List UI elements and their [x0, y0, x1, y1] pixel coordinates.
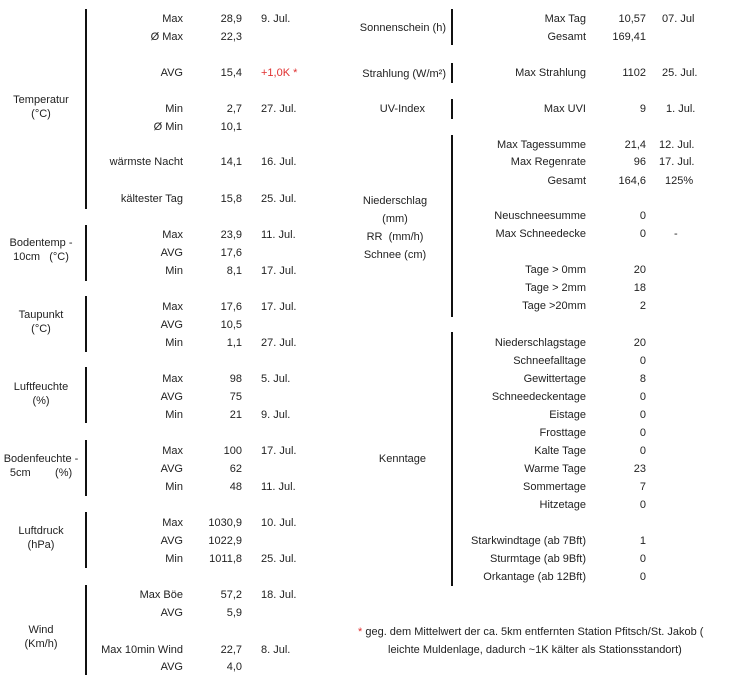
stat-date: 27. Jul.	[261, 103, 297, 115]
stat-value: 62	[229, 463, 242, 475]
group-label-sonnenschein: Sonnenschein (h)	[359, 22, 446, 34]
stat-date: 9. Jul.	[261, 409, 291, 421]
stat-date: 8. Jul.	[261, 644, 291, 656]
stat-value: 22,3	[220, 31, 242, 43]
stat-label: Max Regenrate	[510, 156, 586, 168]
stat-label: AVG	[160, 67, 183, 79]
stat-label: Kalte Tage	[534, 445, 586, 457]
stat-label: Frosttage	[539, 427, 586, 439]
stat-value: 8,1	[226, 265, 242, 277]
stat-value: 0	[639, 499, 646, 511]
stat-value: 1,1	[226, 337, 242, 349]
group-divider	[451, 332, 453, 586]
stat-label: Max Böe	[139, 589, 183, 601]
stat-date: 12. Jul.	[659, 139, 695, 151]
stat-value: 1011,8	[209, 553, 242, 565]
stat-value: 169,41	[612, 31, 646, 43]
stat-value: 1102	[622, 67, 646, 79]
stat-anomaly: +1,0K *	[261, 67, 298, 79]
stat-label: Min	[165, 409, 183, 421]
footnote-text: geg. dem Mittelwert der ca. 5km entfernten Station Pfitsch/St. Jakob (	[362, 626, 704, 638]
stat-label: Gesamt	[547, 31, 586, 43]
stat-date: 17. Jul.	[261, 445, 297, 457]
stat-value: 57,2	[220, 589, 242, 601]
stat-label: Gewittertage	[523, 373, 586, 385]
stat-date: 25. Jul.	[261, 193, 297, 205]
stat-label: AVG	[160, 391, 183, 403]
stat-value: 0	[639, 427, 646, 439]
stat-value: 0	[639, 409, 646, 421]
stat-value: 28,9	[220, 13, 242, 25]
stat-date: 27. Jul.	[261, 337, 297, 349]
stat-label: Min	[165, 103, 183, 115]
group-label-luftfeuchte: Luftfeuchte (%)	[13, 381, 69, 407]
group-label-temperatur: Temperatur (°C)	[13, 94, 69, 120]
stat-label: Max	[162, 229, 183, 241]
stat-label: Niederschlagstage	[494, 337, 586, 349]
stat-value: 14,1	[220, 156, 242, 168]
group-divider	[85, 585, 87, 675]
stat-value: 1022,9	[208, 535, 242, 547]
stat-value: 10,57	[618, 13, 646, 25]
group-divider	[85, 296, 87, 352]
stat-value: 1	[639, 535, 646, 547]
stat-value: 10,1	[220, 121, 242, 133]
stat-label: Neuschneesumme	[494, 210, 586, 222]
group-label-wind: Wind (Km/h)	[24, 624, 58, 650]
stat-value: 18	[633, 282, 646, 294]
stat-value: 21,4	[624, 139, 646, 151]
stat-date: 25. Jul.	[261, 553, 297, 565]
stat-date: 1. Jul.	[666, 103, 696, 115]
stat-label: Max	[162, 373, 183, 385]
stat-value: 100	[223, 445, 242, 457]
stat-label: Sturmtage (ab 9Bft)	[490, 553, 586, 565]
stat-value: 75	[229, 391, 242, 403]
stat-label: wärmste Nacht	[109, 156, 183, 168]
stat-value: 21	[229, 409, 242, 421]
stat-value: 0	[639, 210, 646, 222]
stat-value: 48	[229, 481, 242, 493]
stat-value: 96	[633, 156, 646, 168]
stat-label: Max	[162, 301, 183, 313]
stat-date: 11. Jul.	[261, 229, 296, 241]
stat-label: Schneedeckentage	[491, 391, 586, 403]
stat-value: 10,5	[220, 319, 242, 331]
stat-label: Ø Min	[153, 121, 183, 133]
stat-label: Max UVI	[543, 103, 586, 115]
stat-value: 164,6	[618, 175, 646, 187]
stat-date: 17. Jul.	[659, 156, 695, 168]
stat-value: 0	[639, 391, 646, 403]
group-divider	[451, 9, 453, 45]
stat-label: Max	[162, 517, 183, 529]
stat-date: 9. Jul.	[261, 13, 291, 25]
stat-value: 0	[639, 445, 646, 457]
stat-label: Min	[165, 265, 183, 277]
stat-label: Sommertage	[523, 481, 586, 493]
stat-label: Starkwindtage (ab 7Bft)	[471, 535, 586, 547]
stat-value: 1030,9	[208, 517, 242, 529]
stat-value: 0	[639, 553, 646, 565]
stat-label: AVG	[160, 607, 183, 619]
group-divider	[85, 367, 87, 423]
stat-value: 0	[639, 355, 646, 367]
stat-value: 17,6	[220, 301, 242, 313]
footnote-line-2: leichte Muldenlage, dadurch ~1K kälter als Stationsstandort)	[388, 644, 682, 656]
stat-value: 0	[639, 571, 646, 583]
group-label-niederschlag: Niederschlag (mm) RR (mm/h) Schnee (cm)	[362, 195, 428, 261]
stat-date: 17. Jul.	[261, 301, 297, 313]
stat-label: Max Schneedecke	[495, 228, 586, 240]
stat-label: Min	[165, 553, 183, 565]
stat-label: Max	[162, 445, 183, 457]
group-divider	[85, 9, 87, 209]
stat-value: 17,6	[220, 247, 242, 259]
stat-label: Eistage	[549, 409, 586, 421]
stat-value: 15,4	[220, 67, 242, 79]
stat-value: 23,9	[220, 229, 242, 241]
stat-label: AVG	[160, 661, 183, 673]
stat-value: 98	[229, 373, 242, 385]
stat-label: AVG	[160, 463, 183, 475]
stat-value: 20	[633, 264, 646, 276]
stat-label: Min	[165, 337, 183, 349]
stat-label: Max	[162, 13, 183, 25]
stat-date: 5. Jul.	[261, 373, 291, 385]
stat-value: 8	[639, 373, 646, 385]
stat-date: 17. Jul.	[261, 265, 297, 277]
stat-label: kältester Tag	[120, 193, 183, 205]
stat-date: 18. Jul.	[261, 589, 297, 601]
group-label-kenntage: Kenntage	[378, 453, 426, 465]
footnote-marker: *	[358, 626, 363, 638]
stat-label: Hitzetage	[539, 499, 586, 511]
group-divider	[85, 512, 87, 568]
stat-value: 2,7	[226, 103, 242, 115]
stat-date: -	[674, 228, 678, 240]
stat-date: 16. Jul.	[261, 156, 297, 168]
stat-value: 5,9	[226, 607, 242, 619]
stat-value: 0	[639, 228, 646, 240]
stat-date: 10. Jul.	[261, 517, 297, 529]
stat-label: Tage > 2mm	[525, 282, 586, 294]
stat-label: Max Tagessumme	[496, 139, 586, 151]
stat-value: 9	[639, 103, 646, 115]
stat-label: Ø Max	[150, 31, 183, 43]
stat-date: 11. Jul.	[261, 481, 296, 493]
stat-label: Gesamt	[547, 175, 586, 187]
stat-value: 2	[639, 300, 646, 312]
group-label-bodenfeuchte: Bodenfeuchte - 5cm (%)	[3, 453, 79, 479]
stat-label: AVG	[160, 535, 183, 547]
group-label-taupunkt: Taupunkt (°C)	[18, 309, 64, 335]
stat-label: Schneefalltage	[513, 355, 586, 367]
stat-label: Tage > 0mm	[525, 264, 586, 276]
stat-label: Tage >20mm	[522, 300, 586, 312]
group-label-strahlung: Strahlung (W/m²)	[362, 68, 446, 80]
stat-date: 07. Jul	[662, 13, 695, 25]
group-label-luftdruck: Luftdruck (hPa)	[18, 525, 64, 551]
stat-value: 20	[633, 337, 646, 349]
group-divider	[85, 225, 87, 281]
stat-label: AVG	[160, 247, 183, 259]
stat-value: 7	[639, 481, 646, 493]
stat-label: Max Strahlung	[515, 67, 586, 79]
stat-label: Warme Tage	[524, 463, 586, 475]
group-divider	[451, 99, 453, 119]
stat-label: AVG	[160, 319, 183, 331]
stat-percent: 125%	[665, 175, 694, 187]
stat-date: 25. Jul.	[662, 67, 698, 79]
stat-label: Orkantage (ab 12Bft)	[483, 571, 586, 583]
stat-label: Max 10min Wind	[101, 644, 183, 656]
footnote-line-1	[358, 625, 736, 639]
group-label-uv: UV-Index	[379, 103, 425, 115]
stat-value: 4,0	[226, 661, 242, 673]
group-label-bodentemp: Bodentemp - 10cm (°C)	[9, 237, 73, 263]
stat-value: 15,8	[220, 193, 242, 205]
stat-label: Max Tag	[544, 13, 586, 25]
group-divider	[85, 440, 87, 496]
stat-label: Min	[165, 481, 183, 493]
group-divider	[451, 135, 453, 317]
stat-value: 23	[633, 463, 646, 475]
group-divider	[451, 63, 453, 83]
stat-value: 22,7	[220, 644, 242, 656]
